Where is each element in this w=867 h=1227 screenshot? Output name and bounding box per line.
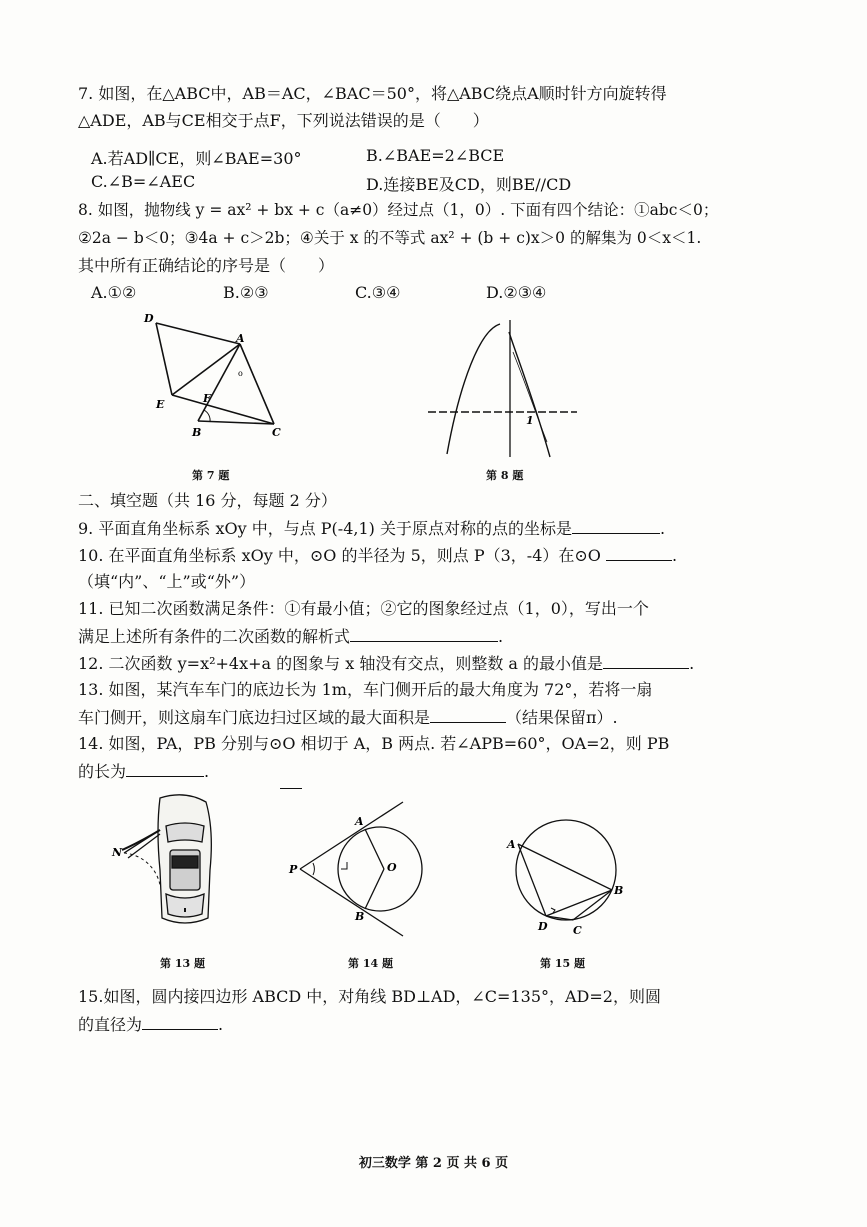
q15-line1: 15.如图，圆内接四边形 ABCD 中，对角线 BD⊥AD，∠C=135°，AD=2，则圆 (78, 987, 661, 1006)
q7-option-d: D.连接BE及CD，则BE//CD (366, 175, 572, 194)
fig15-label-b: B (614, 884, 624, 897)
q9-end: . (659, 519, 666, 538)
fig13-label-n: N (112, 846, 123, 859)
q14-line1: 14. 如图，PA，PB 分别与⊙O 相切于 A，B 两点. 若∠APB=60°，OA=2，则 PB (78, 734, 670, 753)
figure-13-car (110, 790, 225, 930)
fig15-caption: 第 15 题 (540, 957, 585, 970)
q10-end: . (672, 546, 678, 565)
fig8-label-1: 1 (526, 414, 534, 427)
q12-answer-blank[interactable] (603, 653, 689, 669)
fig7-label-e: E (156, 398, 165, 411)
q13-text: 车门侧开，则这扇车门底边扫过区域的最大面积是 (78, 708, 431, 727)
fig7-caption: 第 7 题 (192, 469, 230, 482)
fig14-caption: 第 14 题 (348, 957, 393, 970)
q11-line2 (78, 626, 503, 647)
q8-line3: 其中所有正确结论的序号是（ ） (78, 256, 335, 275)
q15-end: . (218, 1015, 224, 1034)
figure-7 (140, 308, 300, 443)
section-title: 二、填空题（共 16 分，每题 2 分） (78, 491, 337, 510)
q11-text: 满足上述所有条件的二次函数的解析式 (78, 627, 351, 646)
q10-answer-blank[interactable] (606, 545, 672, 561)
fig15-label-d: D (538, 920, 548, 933)
q11-line1: 11. 已知二次函数满足条件：①有最小值；②它的图象经过点（1，0），写出一个 (78, 599, 649, 618)
q9-line (78, 518, 665, 539)
fig7-label-c: C (272, 426, 281, 439)
q13-answer-blank[interactable] (430, 707, 506, 723)
q8-line1: 8. 如图，抛物线 y = ax² + bx + c（a≠0）经过点（1，0）. 下面有四个结论：①abc＜0； (78, 201, 719, 219)
q15-line2 (78, 1014, 223, 1035)
q14-line2 (78, 761, 209, 782)
figure-15 (505, 810, 630, 935)
q9-answer-blank[interactable] (572, 518, 660, 534)
fig7-label-d: D (144, 312, 154, 325)
fig7-angle-mark: o (238, 369, 243, 378)
fig15-label-c: C (573, 924, 582, 937)
q14-text: 的长为 (78, 762, 127, 781)
fig15-label-a: A (507, 838, 516, 851)
q9-text: 9. 平面直角坐标系 xOy 中，与点 P(-4,1) 关于原点对称的点的坐标是 (78, 519, 572, 538)
q15-text: 的直径为 (78, 1015, 143, 1034)
q11-end: . (498, 627, 504, 646)
q11-answer-blank[interactable] (350, 626, 498, 642)
fig8-caption: 第 8 题 (486, 469, 524, 482)
fig7-label-a: A (236, 332, 245, 345)
stray-dash (280, 788, 302, 789)
q13-end: （结果保留π）. (506, 708, 618, 727)
q14-answer-blank[interactable] (126, 761, 204, 777)
fig14-label-a: A (355, 815, 364, 828)
q14-end: . (204, 762, 210, 781)
q8-line2: ②2a − b＜0；③4a + c＞2b；④关于 x 的不等式 ax² + (b + c)x＞0 的解集为 0＜x＜1. (78, 229, 702, 247)
q8-option-b: B.②③ (223, 283, 269, 302)
fig7-label-f: F (203, 392, 211, 405)
q8-option-d: D.②③④ (486, 283, 547, 302)
q8-option-c: C.③④ (355, 283, 401, 302)
q7-option-c: C.∠B=∠AEC (91, 172, 196, 191)
fig14-label-o: O (387, 861, 397, 874)
q7-line2: △ADE，AB与CE相交于点F，下列说法错误的是（ ） (78, 111, 489, 130)
figure-14 (285, 805, 410, 940)
q7-line1: 7. 如图，在△ABC中，AB＝AC，∠BAC＝50°，将△ABC绕点A顺时针方向旋转得 (78, 84, 667, 103)
fig13-caption: 第 13 题 (160, 957, 205, 970)
fig14-label-b: B (355, 910, 365, 923)
q12-text: 12. 二次函数 y=x²+4x+a 的图象与 x 轴没有交点，则整数 a 的最小值是 (78, 654, 604, 673)
q10-text: 10. 在平面直角坐标系 xOy 中，⊙O 的半径为 5，则点 P（3，-4）在⊙O (78, 546, 601, 565)
fig7-label-b: B (192, 426, 202, 439)
q13-line2 (78, 707, 618, 728)
figure-8 (425, 312, 580, 462)
q13-line1: 13. 如图，某汽车车门的底边长为 1m，车门侧开后的最大角度为 72°，若将一扇 (78, 680, 653, 699)
page-footer: 初三数学 第 2 页 共 6 页 (358, 1156, 509, 1171)
q7-option-a: A.若AD∥CE，则∠BAE=30° (91, 149, 302, 168)
q15-answer-blank[interactable] (142, 1014, 218, 1030)
q10-line2: （填“内”、“上”或“外”） (78, 572, 256, 591)
q12-end: . (689, 654, 695, 673)
q7-option-b: B.∠BAE=2∠BCE (366, 146, 505, 165)
fig14-label-p: P (289, 863, 298, 876)
q12-line (78, 653, 694, 674)
q10-line (78, 545, 677, 566)
q8-option-a: A.①② (91, 283, 137, 302)
